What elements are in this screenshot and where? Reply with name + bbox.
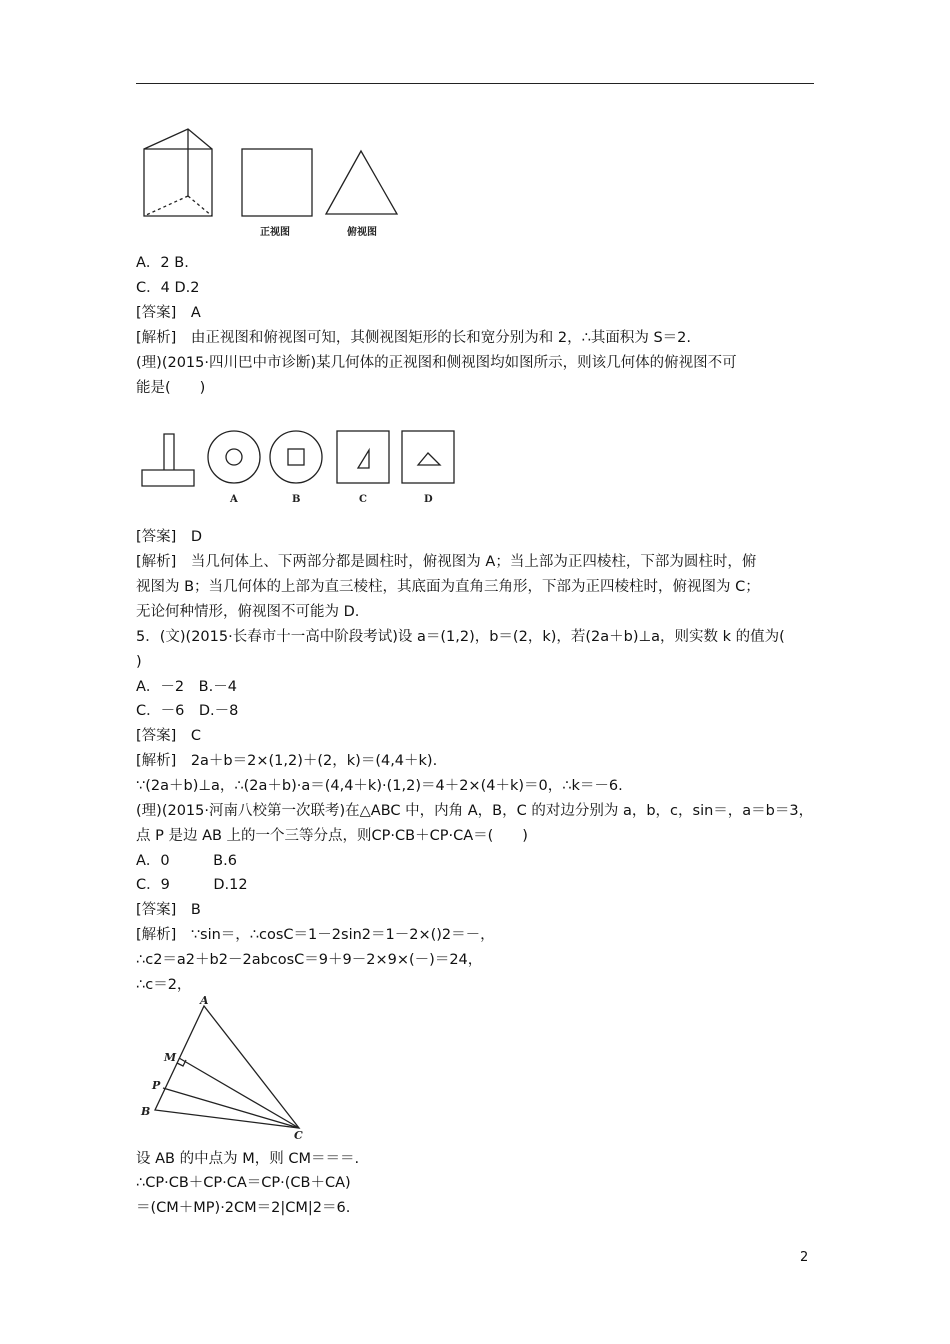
text-line: 设 AB 的中点为 M，则 CM＝＝＝.	[136, 1151, 360, 1167]
text-line: 5．(文)(2015·长春市十一高中阶段考试)设 a＝(1,2)，b＝(2，k)，若(2a＋b)⊥a，则实数 k 的值为(	[136, 629, 785, 645]
option-c-right-triangle	[358, 450, 369, 468]
option-d-square	[402, 431, 454, 483]
option-d-triangle	[418, 453, 440, 465]
text-line: C．9 D.12	[136, 877, 248, 893]
text-line: ∴c2＝a2＋b2－2abcosC＝9＋9－2×9×(－)＝24，	[136, 952, 483, 968]
option-c-square	[337, 431, 389, 483]
option-a-outer-circle	[208, 431, 260, 483]
point-p-label: P	[152, 1079, 161, 1092]
front-view-caption: 正视图	[260, 227, 290, 238]
option-a-label: A	[230, 494, 238, 505]
top-view-triangle	[326, 151, 397, 214]
triangle-abc	[155, 1006, 299, 1128]
text-line: A．－2 B.－4	[136, 679, 237, 695]
point-b-label: B	[141, 1105, 151, 1118]
header-rule	[136, 83, 814, 84]
text-line: [解析] ∵sin＝，∴cosC＝1－2sin2＝1－2×()2＝－，	[136, 927, 495, 943]
triangle-figure	[136, 994, 310, 1142]
option-b-circle	[270, 431, 322, 483]
text-line: ＝(CM＋MP)·2CM＝2|CM|2＝6.	[136, 1200, 351, 1216]
prism-solid	[144, 129, 212, 216]
option-b-label: B	[292, 494, 301, 505]
text-line: A．2 B.	[136, 255, 189, 271]
text-line: [答案] D	[136, 529, 202, 545]
text-line: C．4 D.2	[136, 280, 200, 296]
text-line: 点 P 是边 AB 上的一个三等分点，则CP·CB＋CP·CA＝( )	[136, 828, 528, 844]
text-line: [解析] 当几何体上、下两部分都是圆柱时，俯视图为 A；当上部为正四棱柱，下部为圆柱时，俯	[136, 554, 757, 570]
point-a-label: A	[200, 994, 209, 1007]
options-figure	[136, 428, 462, 508]
page-number: 2	[800, 1250, 809, 1265]
text-line: [答案] C	[136, 728, 201, 744]
text-line: ∵(2a＋b)⊥a，∴(2a＋b)·a＝(4,4＋k)·(1,2)＝4＋2×(4＋k)＝0，∴k＝－6.	[136, 778, 623, 794]
text-line: A．0 B.6	[136, 853, 237, 869]
text-line: [解析] 由正视图和俯视图可知，其侧视图矩形的长和宽分别为和 2，∴其面积为 S＝2.	[136, 330, 692, 346]
option-a-inner-circle	[226, 449, 242, 465]
text-line: ∴c＝2，	[136, 977, 192, 993]
text-line: [解析] 2a＋b＝2×(1,2)＋(2，k)＝(4,4＋k).	[136, 753, 438, 769]
point-m-label: M	[164, 1051, 177, 1064]
text-line: )	[136, 654, 142, 670]
prism-views-figure	[136, 124, 406, 242]
front-view-square	[242, 149, 312, 216]
option-b-square	[288, 449, 304, 465]
segment-cm	[179, 1058, 299, 1128]
text-line: (理)(2015·四川巴中市诊断)某几何体的正视图和侧视图均如图所示，则该几何体的俯视图不可	[136, 355, 737, 371]
option-c-label: C	[359, 494, 367, 505]
prism-hidden-edges	[144, 196, 212, 216]
text-line: (理)(2015·河南八校第一次联考)在△ABC 中，内角 A，B，C 的对边分别为 a，b，c，sin＝，a＝b＝3，	[136, 803, 814, 819]
text-line: 视图为 B；当几何体的上部为直三棱柱，其底面为直角三角形，下部为正四棱柱时，俯视图为 C；	[136, 579, 760, 595]
option-d-label: D	[424, 494, 433, 505]
text-line: 能是( )	[136, 380, 206, 396]
front-side-view	[142, 434, 194, 486]
point-c-label: C	[294, 1129, 303, 1142]
text-line: C．－6 D.－8	[136, 703, 239, 719]
text-line: [答案] A	[136, 305, 201, 321]
text-line: [答案] B	[136, 902, 201, 918]
text-line: ∴CP·CB＋CP·CA＝CP·(CB＋CA)	[136, 1175, 351, 1191]
top-view-caption: 俯视图	[347, 227, 377, 238]
text-line: 无论何种情形，俯视图不可能为 D.	[136, 604, 360, 620]
segment-cp	[163, 1088, 299, 1128]
